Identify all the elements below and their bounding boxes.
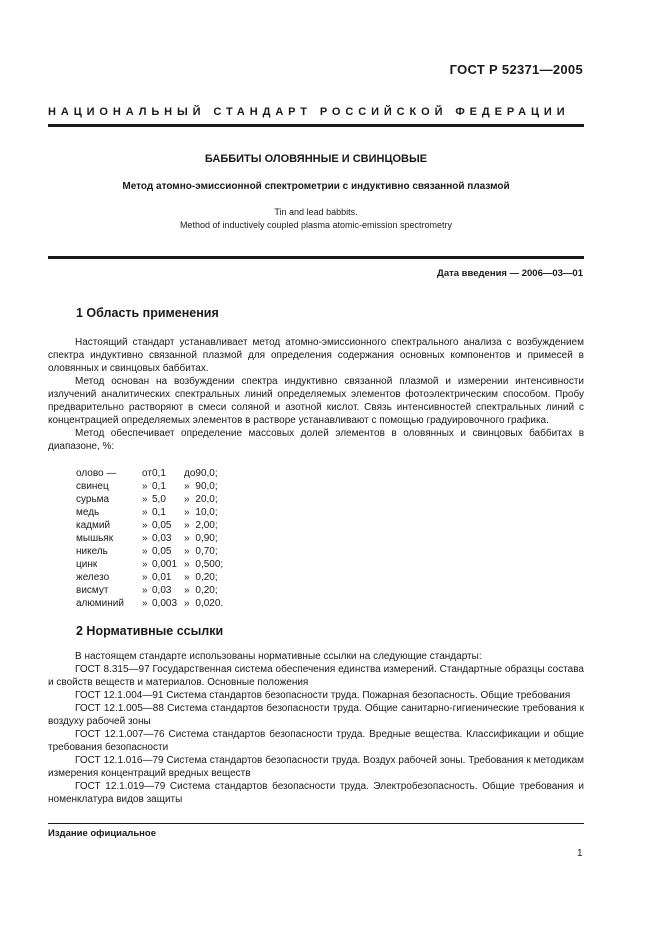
range-row [76, 558, 235, 571]
range-to: 2,00; [195, 520, 218, 531]
range-q2: » [184, 494, 190, 505]
range-q2: » [184, 585, 190, 596]
range-q1: » [142, 520, 148, 531]
range-name: олово — [76, 468, 117, 479]
reference-item: ГОСТ 8.315—97 Государственная система обеспечения единства измерений. Стандартные образцы состава и свойств веществ и материалов. Основные положения [48, 664, 584, 688]
range-to: 90,0; [195, 481, 218, 492]
range-name: мышьяк [76, 533, 114, 544]
range-from: 0,03 [152, 533, 172, 544]
range-q1: » [142, 481, 148, 492]
range-name: свинец [76, 481, 109, 492]
range-q2: » [184, 546, 190, 557]
range-from: 0,05 [152, 546, 172, 557]
range-from: 0,01 [152, 572, 172, 583]
header-rule [48, 124, 584, 127]
range-name: железо [76, 572, 110, 583]
range-to: 0,90; [195, 533, 218, 544]
range-row [76, 571, 235, 584]
range-from: 0,001 [152, 559, 178, 570]
range-row [76, 545, 235, 558]
range-q1: » [142, 559, 148, 570]
range-from: 0,05 [152, 520, 172, 531]
reference-item: ГОСТ 12.1.019—79 Система стандартов безопасности труда. Электробезопасность. Общие требования и номенклатура видов защиты [48, 781, 584, 805]
range-q2: » [184, 507, 190, 518]
range-q1: » [142, 546, 148, 557]
range-to: 0,020. [195, 598, 224, 609]
range-q1: » [142, 507, 148, 518]
range-from: 0,1 [152, 481, 166, 492]
document-number: ГОСТ Р 52371—2005 [449, 62, 583, 77]
range-q1: » [142, 494, 148, 505]
range-from: 0,1 [152, 507, 166, 518]
paragraph: В настоящем стандарте использованы нормативные ссылки на следующие стандарты: [75, 651, 482, 662]
range-name: сурьма [76, 494, 110, 505]
paragraph: Настоящий стандарт устанавливает метод атомно-эмиссионного спектрального анализа с возбуждением спектра индуктивно связанной плазмой для определения содержания основных компонентов и примесей в оловянных и свинцовых баббитах. [48, 337, 584, 374]
national-standard-banner: НАЦИОНАЛЬНЫЙ СТАНДАРТ РОССИЙСКОЙ ФЕДЕРАЦИИ [48, 106, 570, 118]
section-1-heading: 1 Область применения [76, 306, 219, 320]
range-row [76, 597, 235, 610]
range-name: медь [76, 507, 100, 518]
range-name: цинк [76, 559, 98, 570]
range-from: 0,1 [152, 468, 166, 479]
range-to: 20,0; [195, 494, 218, 505]
range-row [76, 506, 235, 519]
official-edition-label: Издание официальное [48, 828, 156, 839]
document-title: БАББИТЫ ОЛОВЯННЫЕ И СВИНЦОВЫЕ [204, 153, 428, 165]
range-row [76, 480, 235, 493]
reference-item: ГОСТ 12.1.007—76 Система стандартов безопасности труда. Вредные вещества. Классификации и общие требования безопасности [48, 729, 584, 753]
range-name: висмут [76, 585, 109, 596]
range-q1: от [142, 468, 152, 479]
range-q1: » [142, 598, 148, 609]
range-q1: » [142, 585, 148, 596]
range-to: 0,20; [195, 585, 218, 596]
range-to: 10,0; [195, 507, 218, 518]
document-subtitle: Метод атомно-эмиссионной спектрометрии с индуктивно связанной плазмой [122, 181, 510, 192]
section-2-body [48, 650, 584, 806]
range-q2: » [184, 520, 190, 531]
range-q2: » [184, 533, 190, 544]
section-1-body [48, 336, 584, 453]
range-name: алюминий [76, 598, 124, 609]
reference-item: ГОСТ 12.1.004—91 Система стандартов безопасности труда. Пожарная безопасность. Общие требования [75, 690, 571, 701]
english-title-line1: Tin and lead babbits. [274, 207, 358, 217]
range-to: 0,20; [195, 572, 218, 583]
range-q2: » [184, 559, 190, 570]
range-name: никель [76, 546, 108, 557]
reference-item: ГОСТ 12.1.005—88 Система стандартов безопасности труда. Общие санитарно-гигиенические требования к воздуху рабочей зоны [48, 703, 584, 727]
range-row [76, 519, 235, 532]
reference-item: ГОСТ 12.1.016—79 Система стандартов безопасности труда. Воздух рабочей зоны. Требования к методикам измерения концентраций вредных веществ [48, 755, 584, 779]
range-row [76, 467, 235, 480]
range-to: 0,500; [195, 559, 224, 570]
range-from: 5,0 [152, 494, 166, 505]
range-q1: » [142, 533, 148, 544]
paragraph: Метод основан на возбуждении спектра индуктивно связанной плазмой и измерении интенсивности излучений аналитических спектральных линий определяемых элементов фотоэлектрическим способом. Пробу предварительно растворяют в смеси соляной и азотной кислот. Связь интенсивностей спектральных линий с концентрацией определяемых элементов в растворе устанавливают с помощью градуировочного графика. [48, 376, 584, 426]
range-row [76, 493, 235, 506]
range-q2: » [184, 481, 190, 492]
range-from: 0,003 [152, 598, 178, 609]
range-from: 0,03 [152, 585, 172, 596]
element-range-table [76, 467, 235, 610]
range-q2: » [184, 572, 190, 583]
range-to: 0,70; [195, 546, 218, 557]
section-2-heading: 2 Нормативные ссылки [76, 624, 224, 638]
range-row [76, 532, 235, 545]
range-q2: до [184, 468, 196, 479]
page-number: 1 [577, 848, 583, 859]
range-q1: » [142, 572, 148, 583]
range-q2: » [184, 598, 190, 609]
footer-rule [48, 823, 584, 824]
paragraph: Метод обеспечивает определение массовых долей элементов в оловянных и свинцовых баббитах в диапазоне, %: [48, 428, 584, 452]
range-row [76, 584, 235, 597]
introduction-date: Дата введения — 2006—03—01 [437, 268, 583, 279]
title-rule [48, 256, 584, 259]
range-name: кадмий [76, 520, 111, 531]
english-title-line2: Method of inductively coupled plasma atomic-emission spectrometry [179, 220, 453, 230]
range-to: 90,0; [195, 468, 218, 479]
